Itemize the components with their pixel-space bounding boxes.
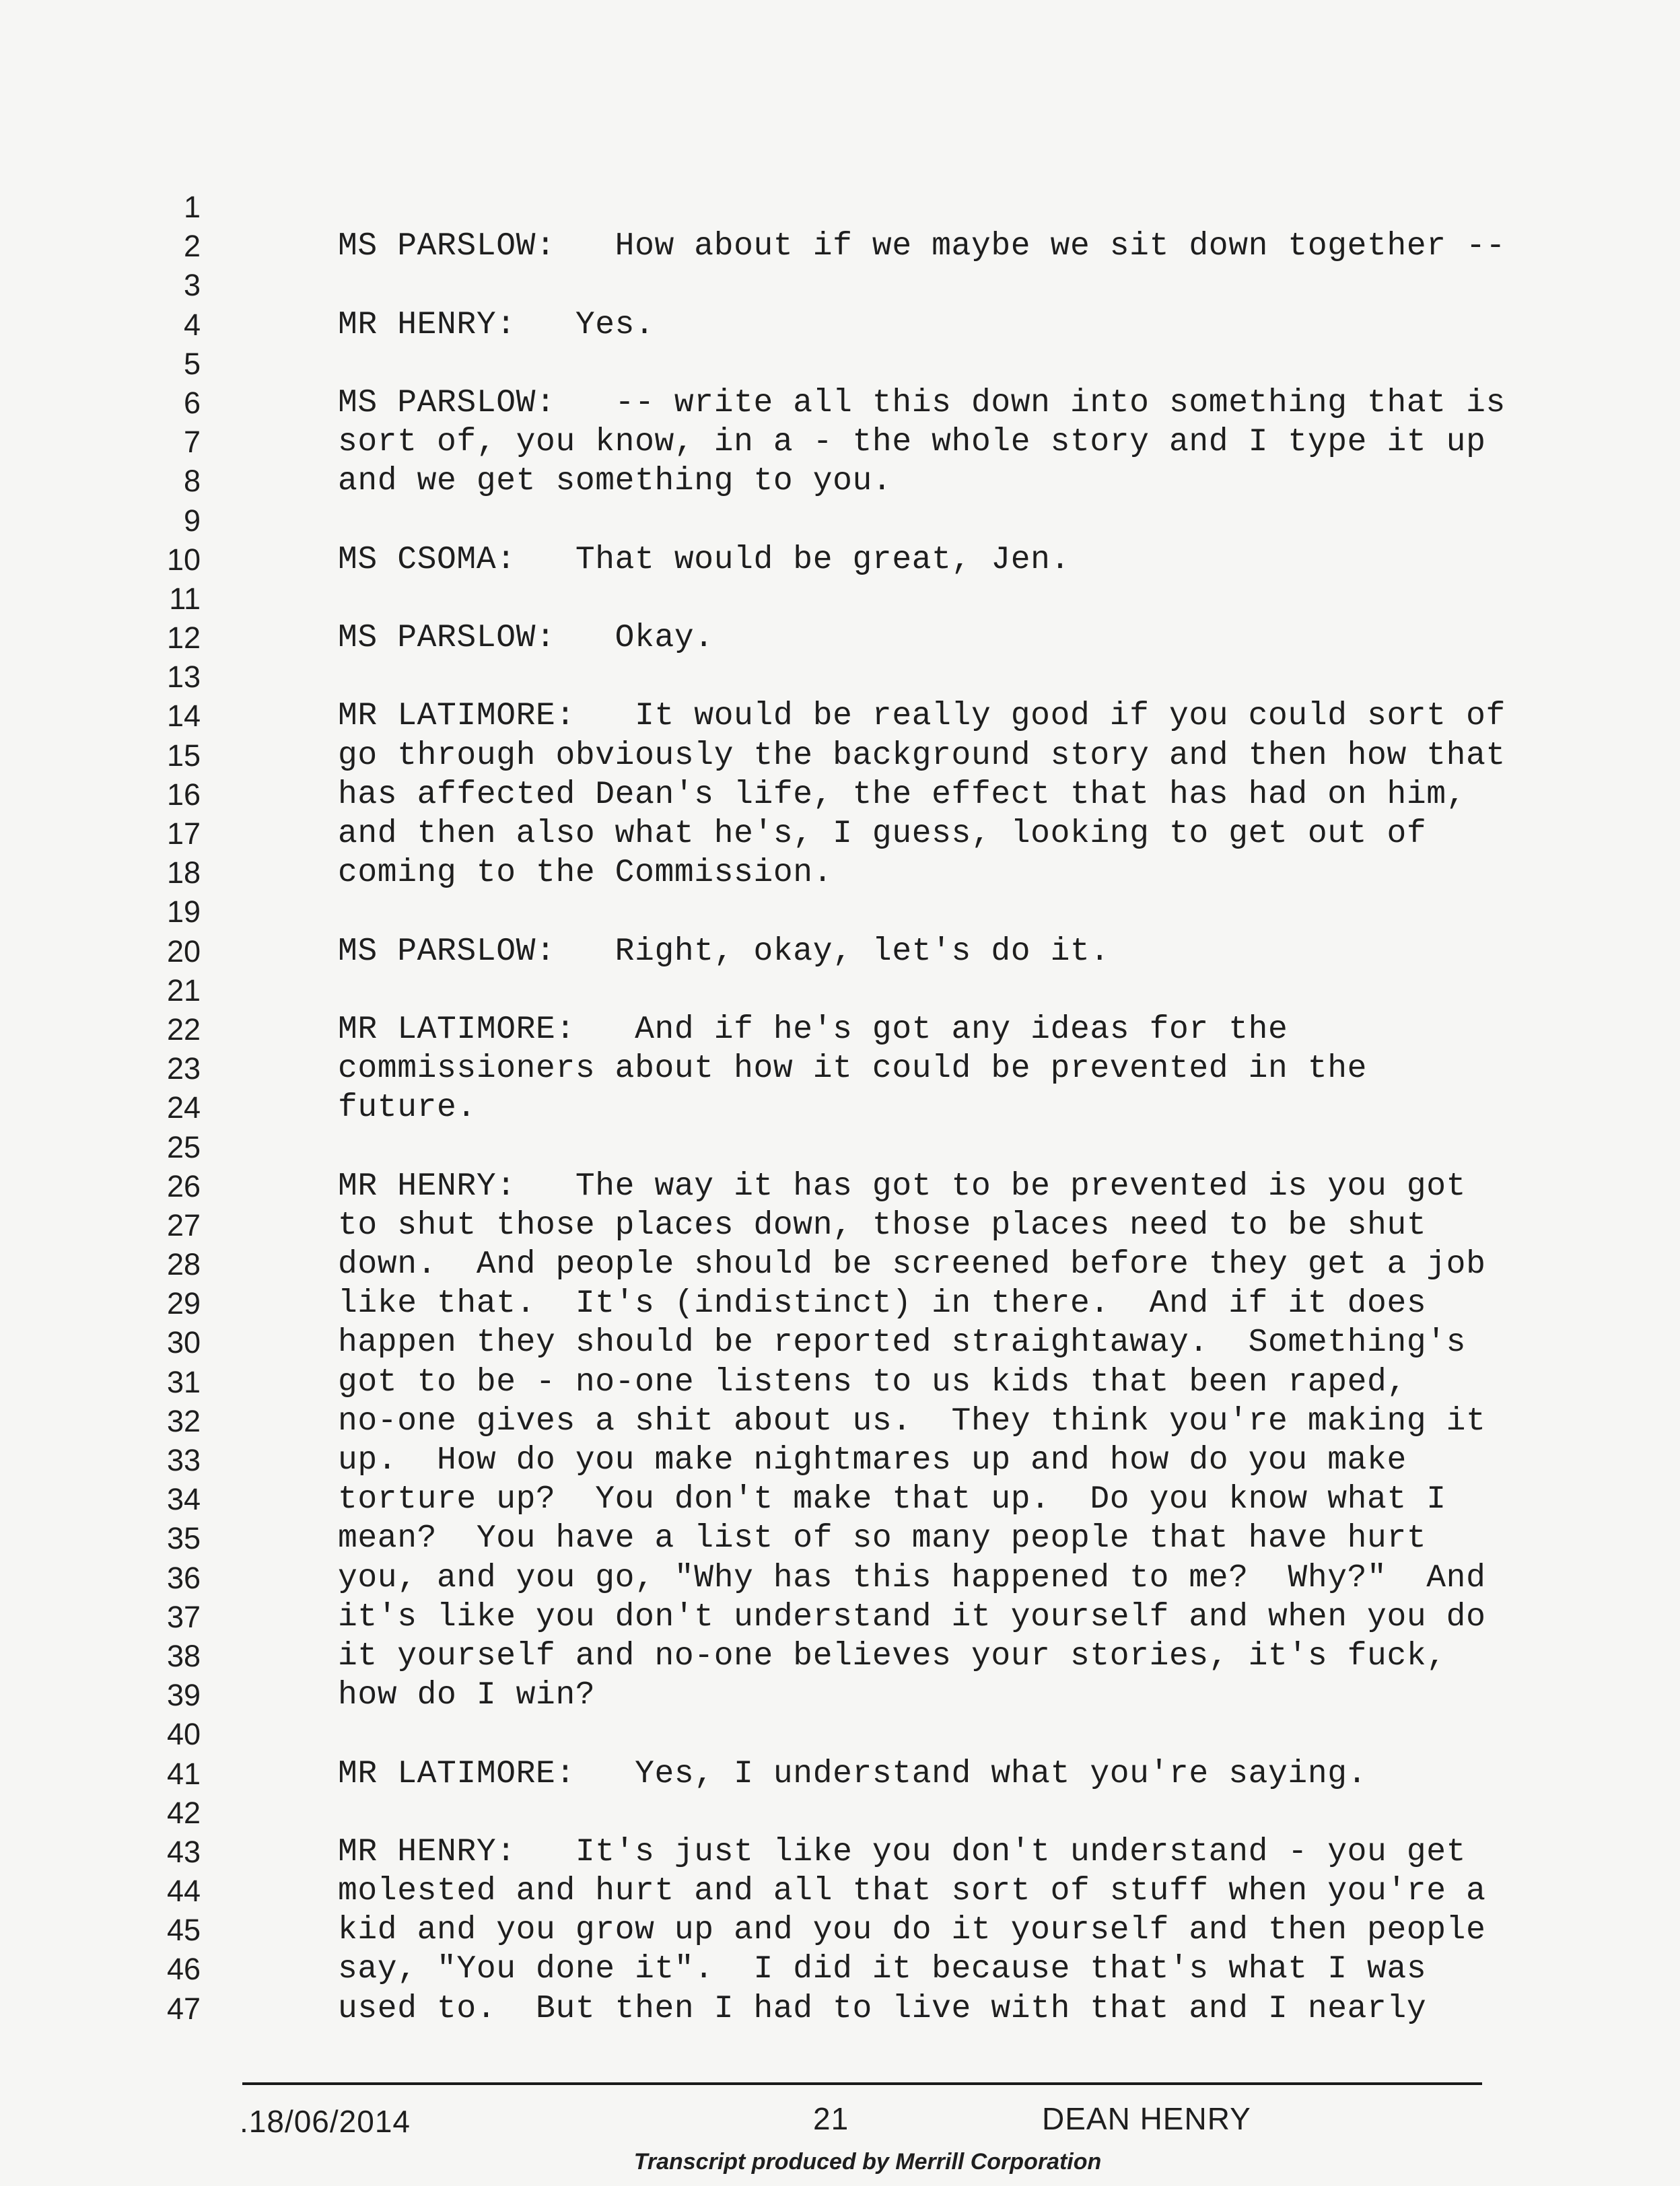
transcript-line: [0, 775, 1680, 814]
transcript-line: [0, 853, 1680, 892]
line-number: 6: [183, 385, 201, 420]
transcript-line: [0, 1676, 1680, 1715]
line-number: 11: [169, 581, 201, 616]
transcript-line: [0, 1363, 1680, 1402]
line-text: MR LATIMORE: And if he's got any ideas for the: [338, 1011, 1288, 1048]
line-number: 10: [166, 542, 201, 577]
line-text: say, "You done it". I did it because that's what I was: [338, 1951, 1427, 1988]
line-number: 13: [166, 660, 201, 695]
transcript-line: [0, 1637, 1680, 1676]
line-text: MR HENRY: Yes.: [338, 306, 655, 343]
transcript-line: [0, 619, 1680, 658]
line-number: 25: [166, 1129, 201, 1164]
line-text: how do I win?: [338, 1677, 596, 1714]
line-number: 4: [183, 307, 201, 342]
transcript-line: [0, 1872, 1680, 1911]
transcript-line: [0, 658, 1680, 697]
line-text: it yourself and no-one believes your stories, it's fuck,: [338, 1637, 1446, 1674]
line-text: like that. It's (indistinct) in there. And if it does: [338, 1285, 1427, 1323]
line-number: 40: [166, 1717, 201, 1752]
transcript-line: [0, 423, 1680, 462]
line-number: 35: [166, 1521, 201, 1556]
line-text: MR HENRY: It's just like you don't understand - you get: [338, 1833, 1467, 1870]
transcript-line: [0, 1128, 1680, 1167]
line-text: got to be - no-one listens to us kids that been raped,: [338, 1364, 1407, 1401]
producer-credit: Transcript produced by Merrill Corporation: [633, 2149, 1102, 2175]
transcript-line: [0, 1049, 1680, 1088]
transcript-line: [0, 1323, 1680, 1362]
line-text: MR HENRY: The way it has got to be prevented is you got: [338, 1168, 1467, 1205]
transcript-line: [0, 1206, 1680, 1245]
transcript-line: [0, 345, 1680, 384]
line-text: torture up? You don't make that up. Do you know what I: [338, 1481, 1446, 1518]
line-text: sort of, you know, in a - the whole story and I type it up: [338, 424, 1486, 461]
footer-date: .18/06/2014: [240, 2104, 411, 2139]
line-number: 37: [166, 1599, 201, 1634]
line-text: it's like you don't understand it yourself and when you do: [338, 1598, 1486, 1635]
transcript-line: [0, 697, 1680, 736]
line-text: MS PARSLOW: -- write all this down into something that is: [338, 384, 1506, 421]
line-text: and we get something to you.: [338, 463, 893, 500]
line-number: 15: [166, 738, 201, 773]
transcript-line: [0, 384, 1680, 423]
line-number: 12: [166, 621, 201, 656]
line-text: down. And people should be screened before they get a job: [338, 1246, 1486, 1283]
line-number: 21: [166, 973, 201, 1008]
line-number: 14: [166, 699, 201, 734]
line-text: up. How do you make nightmares up and how do you make: [338, 1442, 1407, 1479]
transcript-line: [0, 579, 1680, 619]
line-text: used to. But then I had to live with that and I nearly: [338, 1990, 1427, 2027]
transcript-line: [0, 188, 1680, 227]
transcript-line: [0, 1441, 1680, 1480]
transcript-line: [0, 501, 1680, 540]
transcript-line: [0, 227, 1680, 266]
transcript-line: [0, 1911, 1680, 1950]
line-text: MS PARSLOW: How about if we maybe we sit down together --: [338, 228, 1506, 265]
transcript-line: [0, 1480, 1680, 1519]
line-number: 32: [166, 1403, 201, 1438]
transcript-line: [0, 1755, 1680, 1794]
line-number: 3: [183, 268, 201, 303]
line-number: 46: [166, 1952, 201, 1987]
line-text: no-one gives a shit about us. They think you're making it: [338, 1403, 1486, 1440]
transcript-line: [0, 1950, 1680, 1989]
transcript-line: [0, 1167, 1680, 1206]
transcript-line: [0, 1010, 1680, 1049]
transcript-line: [0, 1284, 1680, 1323]
line-text: to shut those places down, those places need to be shut: [338, 1207, 1427, 1244]
transcript-line: [0, 540, 1680, 579]
transcript-line: [0, 932, 1680, 971]
line-number: 34: [166, 1482, 201, 1517]
transcript-line: [0, 814, 1680, 853]
transcript-body: [0, 188, 1680, 2029]
line-number: 18: [166, 855, 201, 890]
witness-name: DEAN HENRY: [1042, 2101, 1251, 2136]
line-number: 7: [183, 425, 201, 460]
line-number: 44: [166, 1874, 201, 1909]
line-number: 36: [166, 1560, 201, 1595]
line-number: 2: [183, 229, 201, 264]
transcript-line: [0, 1989, 1680, 2029]
line-text: coming to the Commission.: [338, 855, 833, 892]
line-text: happen they should be reported straightaway. Something's: [338, 1325, 1467, 1362]
line-number: 29: [166, 1286, 201, 1321]
transcript-line: [0, 1559, 1680, 1598]
line-number: 23: [166, 1051, 201, 1086]
line-number: 30: [166, 1325, 201, 1360]
line-text: molested and hurt and all that sort of stuff when you're a: [338, 1873, 1486, 1910]
line-number: 39: [166, 1678, 201, 1713]
transcript-line: [0, 266, 1680, 305]
line-number: 1: [183, 190, 201, 224]
line-number: 8: [183, 464, 201, 499]
transcript-line: [0, 971, 1680, 1010]
line-text: kid and you grow up and you do it yourself and then people: [338, 1912, 1486, 1949]
line-text: and then also what he's, I guess, looking to get out of: [338, 816, 1427, 852]
line-number: 47: [166, 1991, 201, 2026]
transcript-line: [0, 1833, 1680, 1872]
line-number: 27: [166, 1207, 201, 1242]
line-number: 41: [166, 1756, 201, 1791]
line-number: 22: [166, 1012, 201, 1047]
line-text: MR LATIMORE: Yes, I understand what you're saying.: [338, 1755, 1368, 1792]
line-number: 42: [166, 1795, 201, 1830]
transcript-line: [0, 1715, 1680, 1754]
line-number: 28: [166, 1247, 201, 1282]
line-number: 24: [166, 1090, 201, 1125]
line-number: 43: [166, 1834, 201, 1869]
line-number: 16: [166, 777, 201, 812]
line-text: future.: [338, 1090, 477, 1127]
line-text: MS PARSLOW: Right, okay, let's do it.: [338, 933, 1110, 970]
line-number: 38: [166, 1638, 201, 1673]
transcript-line: [0, 1402, 1680, 1441]
line-number: 33: [166, 1443, 201, 1477]
line-text: MS CSOMA: That would be great, Jen.: [338, 541, 1070, 578]
line-text: mean? You have a list of so many people that have hurt: [338, 1520, 1427, 1557]
line-number: 45: [166, 1913, 201, 1948]
line-text: you, and you go, "Why has this happened to me? Why?" And: [338, 1559, 1486, 1596]
line-number: 5: [183, 346, 201, 381]
transcript-line: [0, 462, 1680, 501]
line-number: 31: [166, 1364, 201, 1399]
transcript-line: [0, 736, 1680, 775]
line-text: MR LATIMORE: It would be really good if you could sort of: [338, 698, 1506, 735]
transcript-line: [0, 1794, 1680, 1833]
line-text: commissioners about how it could be prevented in the: [338, 1051, 1368, 1088]
page-number: 21: [813, 2101, 849, 2136]
line-number: 17: [166, 816, 201, 851]
line-number: 26: [166, 1168, 201, 1203]
transcript-line: [0, 1088, 1680, 1127]
line-text: has affected Dean's life, the effect that has had on him,: [338, 776, 1467, 813]
line-text: go through obviously the background story and then how that: [338, 737, 1506, 774]
line-number: 20: [166, 933, 201, 968]
line-number: 19: [166, 894, 201, 929]
transcript-line: [0, 1598, 1680, 1637]
transcript-line: [0, 1245, 1680, 1284]
transcript-line: [0, 306, 1680, 345]
line-text: MS PARSLOW: Okay.: [338, 620, 714, 657]
footer-divider: [242, 2082, 1482, 2085]
transcript-line: [0, 1519, 1680, 1558]
line-number: 9: [183, 503, 201, 538]
transcript-line: [0, 892, 1680, 931]
